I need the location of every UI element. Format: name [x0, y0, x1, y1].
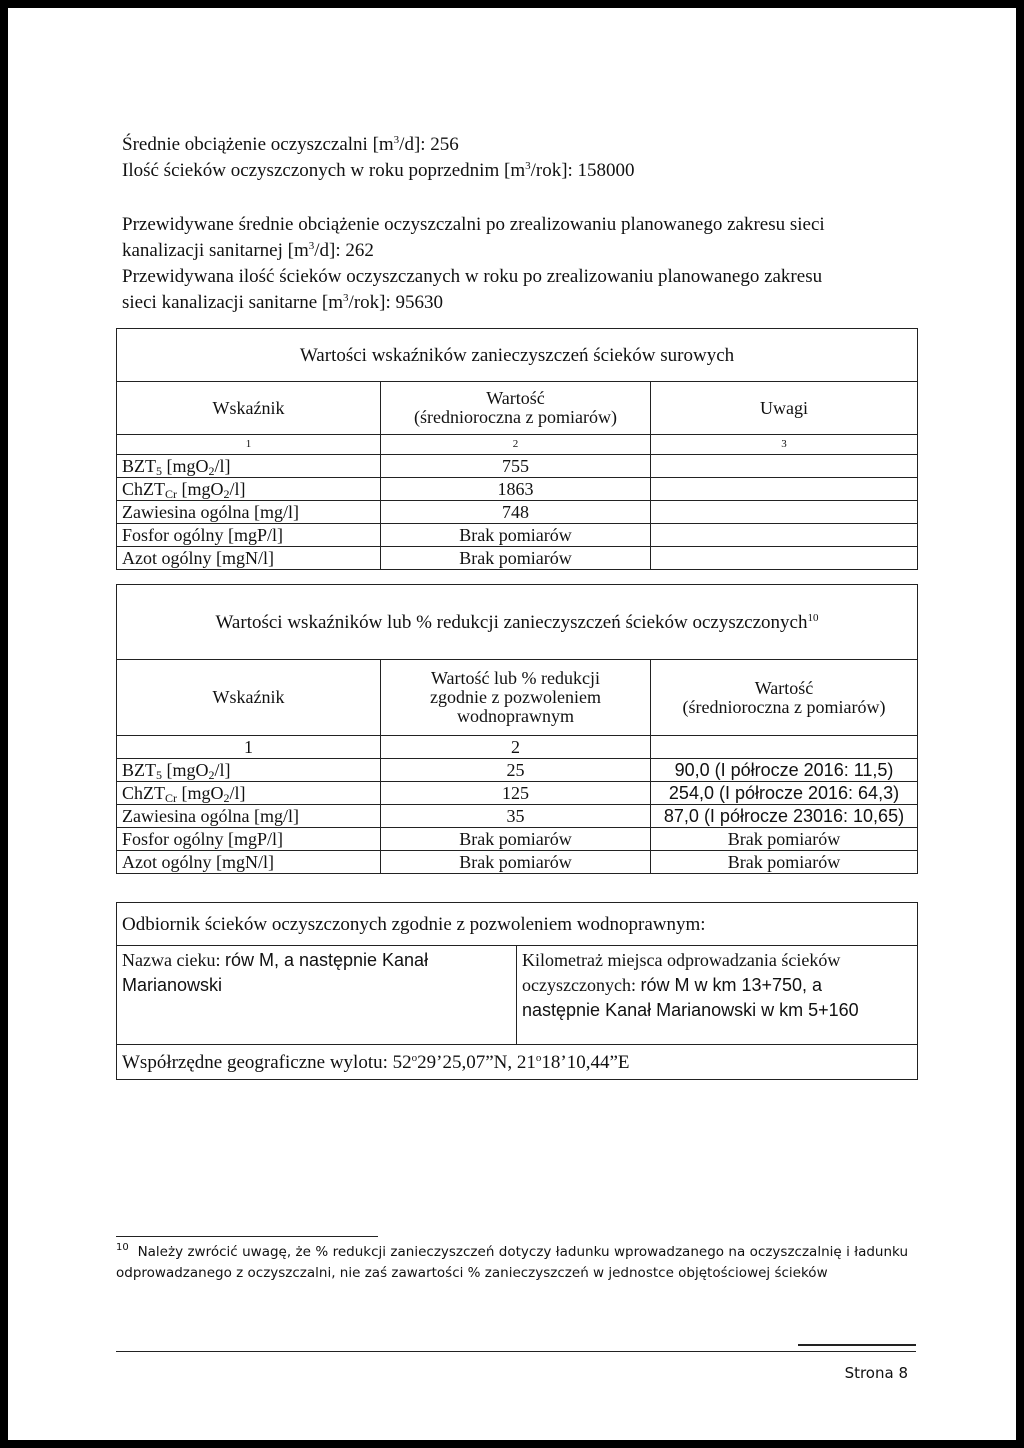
- treated-col-indicator: Wskaźnik: [117, 660, 381, 736]
- intro-previous-year: Ilość ścieków oczyszczonych w roku poprzednim $[m^3/rok]$: 158000: [122, 160, 635, 181]
- raw-col-value: Wartość (średnioroczna z pomiarów): [381, 382, 651, 435]
- footnote-separator: [116, 1236, 378, 1237]
- indicator-name: $BZT_5$ [mgO$_2$/l]: [117, 455, 381, 478]
- treated-col-permit: Wartość lub % redukcji zgodnie z pozwoleniem wodnoprawnym: [381, 660, 651, 736]
- permit-value: 25: [381, 759, 651, 782]
- raw-col-number: 2: [381, 435, 651, 455]
- permit-value: Brak pomiarów: [381, 851, 651, 874]
- measured-value: 90,0 (I półrocze 2016: 11,5): [651, 759, 918, 782]
- treated-sewage-table: [116, 584, 918, 874]
- table-row: [117, 524, 918, 547]
- indicator-note: [651, 455, 918, 478]
- watercourse-name: Nazwa cieku: rów M, a następnie Kanał Marianowski: [117, 946, 517, 1045]
- intro-planned-volume-cont: sieci kanalizacji sanitarne $[m^3/rok]$: 95630: [122, 292, 444, 313]
- page-number: Strona 8: [844, 1364, 908, 1382]
- document-page: [8, 8, 1016, 1440]
- table-row: [117, 828, 918, 851]
- indicator-value: 748: [381, 501, 651, 524]
- treated-col-measured: Wartość (średnioroczna z pomiarów): [651, 660, 918, 736]
- raw-col-number: 1: [117, 435, 381, 455]
- treated-col-number: 1: [117, 736, 381, 759]
- indicator-note: [651, 501, 918, 524]
- indicator-note: [651, 478, 918, 501]
- table-row: [117, 547, 918, 570]
- footer-rule: [116, 1351, 916, 1352]
- table-row: [117, 782, 918, 805]
- outlet-coordinates: Współrzędne geograficzne wylotu: 52$^o$29’25,07”N, 21$^o$18’10,44”E: [117, 1045, 918, 1080]
- table-row: [117, 455, 918, 478]
- raw-sewage-table: [116, 328, 918, 570]
- receiver-title: Odbiornik ścieków oczyszczonych zgodnie z pozwoleniem wodnoprawnym:: [117, 903, 918, 946]
- permit-value: Brak pomiarów: [381, 828, 651, 851]
- footnote: [116, 1242, 908, 1284]
- raw-col-notes: Uwagi: [651, 382, 918, 435]
- indicator-name: Azot ogólny [mgN/l]: [117, 851, 381, 874]
- table-row: [117, 759, 918, 782]
- measured-value: Brak pomiarów: [651, 828, 918, 851]
- indicator-name: Fosfor ogólny [mgP/l]: [117, 828, 381, 851]
- measured-value: 87,0 (I półrocze 23016: 10,65): [651, 805, 918, 828]
- measured-value: 254,0 (I półrocze 2016: 64,3): [651, 782, 918, 805]
- indicator-name: ChZT$_{Cr}$ [mgO$_2$/l]: [117, 478, 381, 501]
- treated-col-number: 2: [381, 736, 651, 759]
- raw-col-number: 3: [651, 435, 918, 455]
- indicator-name: Zawiesina ogólna [mg/l]: [117, 805, 381, 828]
- intro-text: [122, 132, 922, 316]
- indicator-name: $BZT_5$ [mgO$_2$/l]: [117, 759, 381, 782]
- intro-planned-volume: Przewidywana ilość ścieków oczyszczanych w roku po zrealizowaniu planowanego zakresu: [122, 266, 823, 287]
- indicator-name: Fosfor ogólny [mgP/l]: [117, 524, 381, 547]
- indicator-value: 1863: [381, 478, 651, 501]
- indicator-note: [651, 547, 918, 570]
- intro-planned-load-cont: kanalizacji sanitarnej $[m^3/d]$: 262: [122, 240, 374, 261]
- indicator-value: Brak pomiarów: [381, 524, 651, 547]
- intro-average-load: Średnie obciążenie oczyszczalni $[m^3/d]$: 256: [122, 134, 459, 155]
- footnote-marker: 10: [116, 1242, 129, 1253]
- table-row: [117, 805, 918, 828]
- permit-value: 35: [381, 805, 651, 828]
- indicator-value: 755: [381, 455, 651, 478]
- raw-col-indicator: Wskaźnik: [117, 382, 381, 435]
- footer-rule-thick: [798, 1344, 916, 1346]
- raw-table-title: Wartości wskaźników zanieczyszczeń ścieków surowych: [117, 329, 918, 382]
- indicator-value: Brak pomiarów: [381, 547, 651, 570]
- intro-planned-load: Przewidywane średnie obciążenie oczyszczalni po zrealizowaniu planowanego zakresu sieci: [122, 214, 825, 235]
- table-row: [117, 851, 918, 874]
- footnote-reference: 10: [807, 611, 819, 624]
- outlet-kilometrage: Kilometraż miejsca odprowadzania ścieków oczyszczonych: rów M w km 13+750, a następnie Kanał Marianowski w km 5+160: [517, 946, 918, 1045]
- treated-col-number: [651, 736, 918, 759]
- table-row: [117, 501, 918, 524]
- indicator-name: Azot ogólny [mgN/l]: [117, 547, 381, 570]
- treated-table-title: Wartości wskaźników lub % redukcji zanieczyszczeń ścieków oczyszczonych$^{10}$: [117, 585, 918, 660]
- indicator-name: Zawiesina ogólna [mg/l]: [117, 501, 381, 524]
- permit-value: 125: [381, 782, 651, 805]
- receiver-table: [116, 902, 918, 1080]
- measured-value: Brak pomiarów: [651, 851, 918, 874]
- indicator-name: ChZT$_{Cr}$ [mgO$_2$/l]: [117, 782, 381, 805]
- table-row: [117, 478, 918, 501]
- indicator-note: [651, 524, 918, 547]
- footnote-text: Należy zwrócić uwagę, że % redukcji zanieczyszczeń dotyczy ładunku wprowadzanego na oczyszczalnię i ładunku odprowadzanego z oczyszczalni, nie zaś zawartości % zanieczyszczeń w jednostce objętościowej ścieków: [116, 1244, 908, 1281]
